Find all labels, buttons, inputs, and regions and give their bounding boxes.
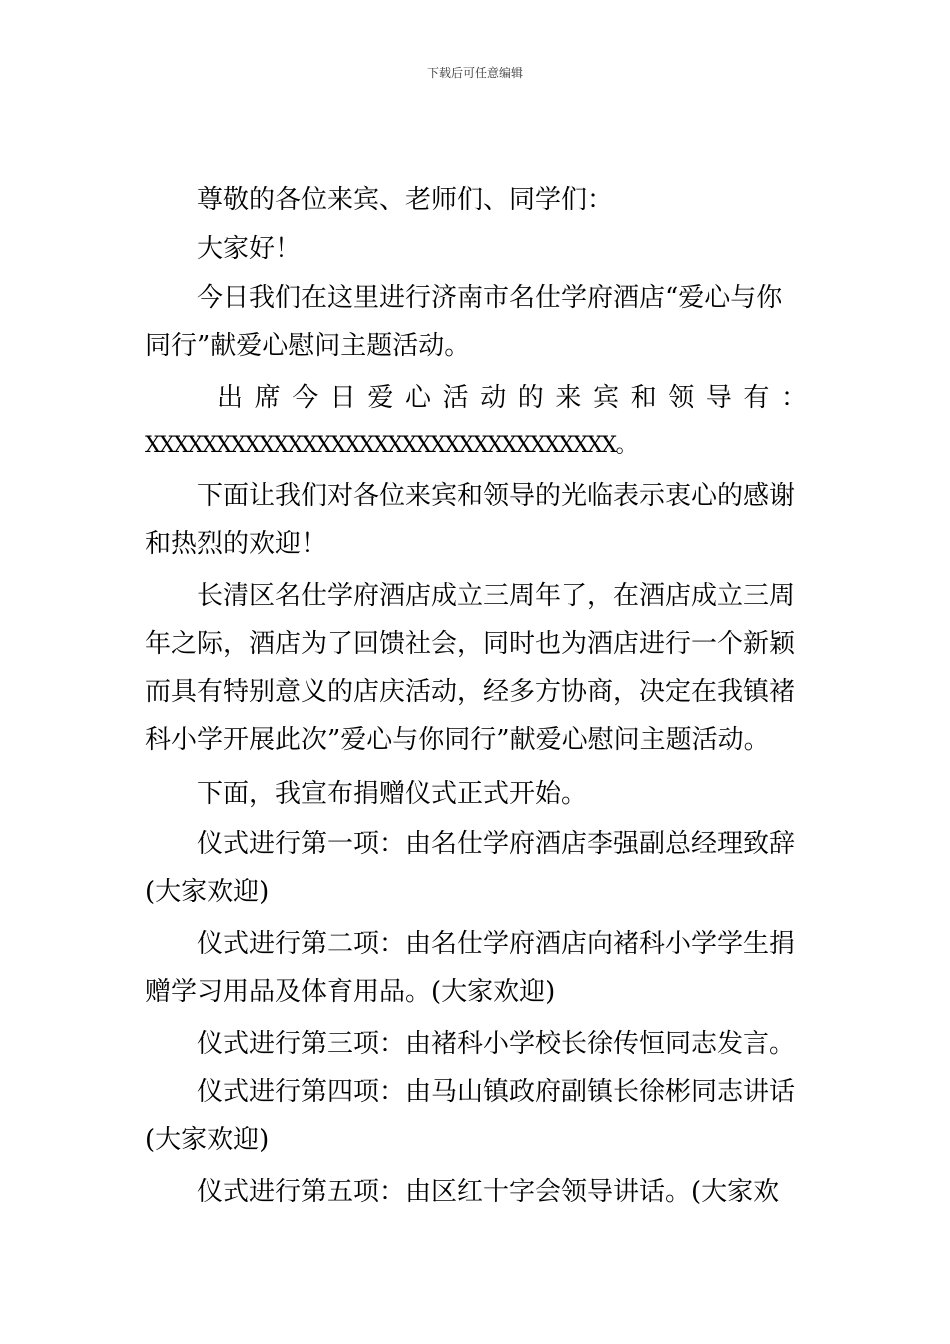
text-line: 仪式进行第一项：由名仕学府酒店李强副总经理致辞 bbox=[197, 829, 796, 859]
paragraph-thanks bbox=[145, 472, 807, 568]
text-line: 下面让我们对各位来宾和领导的光临表示衷心的感谢 bbox=[197, 481, 796, 511]
text-line: 尊敬的各位来宾、老师们、同学们： bbox=[197, 185, 614, 215]
text-line: 大家好！ bbox=[197, 234, 302, 264]
text-line: 出席今日爱心活动的来宾和领导有： bbox=[217, 383, 807, 413]
text-line: (大家欢迎) bbox=[145, 877, 270, 907]
page-header-note: 下载后可任意编辑 bbox=[426, 66, 523, 80]
paragraph-intro bbox=[145, 274, 807, 370]
paragraph-item-1 bbox=[145, 820, 807, 916]
text-line: 和热烈的欢迎！ bbox=[145, 529, 328, 559]
text-line: 赠学习用品及体育用品。(大家欢迎) bbox=[145, 977, 556, 1007]
text-line: 仪式进行第五项：由区红十字会领导讲话。(大家欢 bbox=[197, 1177, 780, 1207]
paragraph-item-4 bbox=[145, 1068, 807, 1164]
text-line: 仪式进行第四项：由马山镇政府副镇长徐彬同志讲话 bbox=[197, 1077, 796, 1107]
paragraph-item-2 bbox=[145, 920, 807, 1016]
paragraph-guests bbox=[145, 374, 807, 470]
text-line: 下面，我宣布捐赠仪式正式开始。 bbox=[197, 779, 588, 809]
text-line: 今日我们在这里进行济南市名仕学府酒店“爱心与你 bbox=[197, 283, 783, 313]
paragraph-announce bbox=[145, 770, 807, 818]
text-line: 而具有特别意义的店庆活动，经多方协商，决定在我镇褚 bbox=[145, 677, 796, 707]
salutation bbox=[145, 176, 807, 224]
text-line: 仪式进行第二项：由名仕学府酒店向褚科小学学生捐 bbox=[197, 929, 796, 959]
text-line: 同行”献爱心慰问主题活动。 bbox=[145, 331, 471, 361]
paragraph-anniversary bbox=[145, 572, 807, 764]
text-line: 长清区名仕学府酒店成立三周年了，在酒店成立三周 bbox=[197, 581, 796, 611]
paragraph-item-3 bbox=[145, 1020, 807, 1068]
text-line: XXXXXXXXXXXXXXXXXXXXXXXXXXXXXXXXX。 bbox=[145, 433, 637, 458]
text-line: 年之际，酒店为了回馈社会，同时也为酒店进行一个新颖 bbox=[145, 629, 796, 659]
text-line: 科小学开展此次”爱心与你同行”献爱心慰问主题活动。 bbox=[145, 725, 770, 755]
text-line: 仪式进行第三项：由褚科小学校长徐传恒同志发言。 bbox=[197, 1029, 796, 1059]
text-line: (大家欢迎) bbox=[145, 1125, 270, 1155]
paragraph-item-5 bbox=[145, 1168, 807, 1216]
greeting bbox=[145, 225, 807, 273]
